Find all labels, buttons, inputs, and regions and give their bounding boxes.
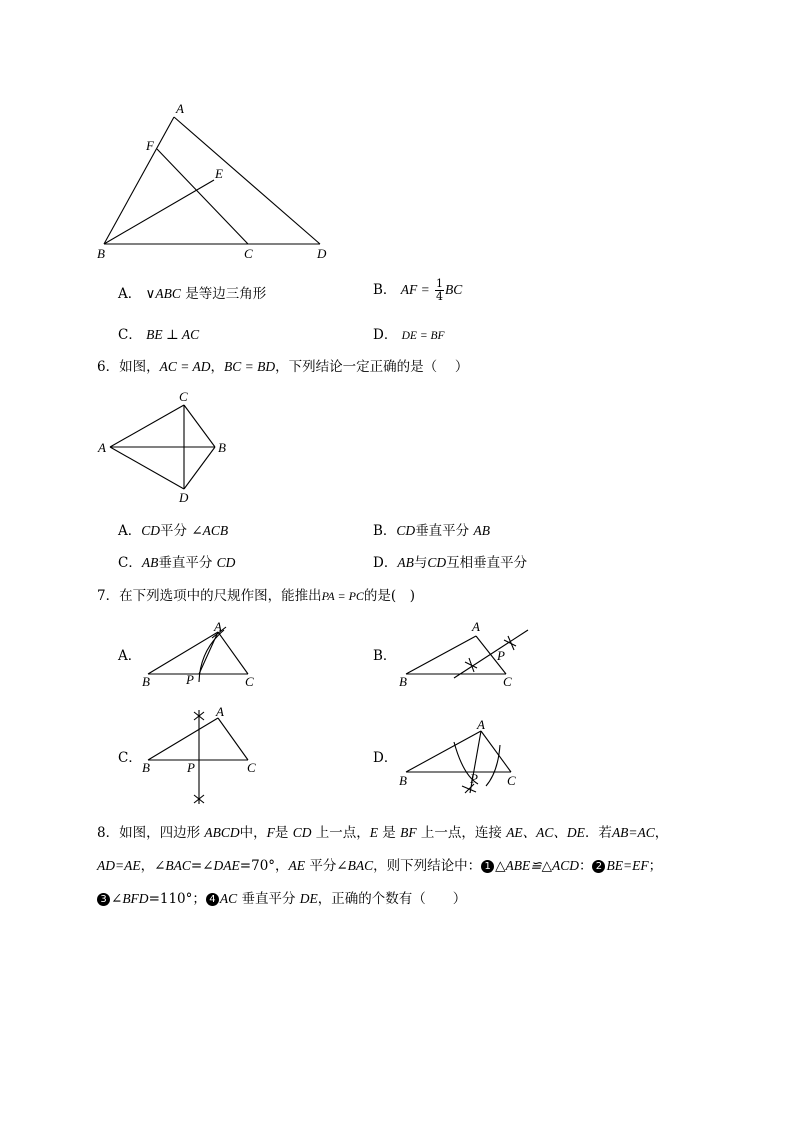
label-d: D — [317, 246, 327, 261]
svg-text:P: P — [187, 760, 195, 775]
arc-mark-2 — [486, 745, 500, 786]
svg-text:C: C — [507, 773, 516, 788]
fraction-denominator: 4 — [436, 290, 443, 303]
label-f: F — [146, 138, 154, 153]
option-letter: C． — [118, 327, 142, 343]
circled-number-4: 4 — [206, 893, 219, 906]
q8-line-1: 8．如图，四边形 ABCD中，F是 CD 上一点，E 是 BF 上一点，连接 AE、AC、DE．若AB=AC， — [97, 825, 669, 841]
svg-text:P: P — [186, 672, 194, 687]
q8-line-2: AD=AE，∠BAC=∠DAE=70°，AE 平分∠BAC，则下列结论中： 1 △ABE≌△ACD： 2 BE=EF； — [97, 858, 663, 874]
svg-text:C: C — [247, 760, 256, 775]
option-math: BE ⊥ AC — [146, 327, 200, 342]
svg-text:P: P — [470, 771, 478, 786]
q6-stem: 6．如图，AC = AD，BC = BD，下列结论一定正确的是（ ） — [97, 359, 469, 375]
option-letter: D． — [373, 327, 398, 343]
svg-text:B: B — [142, 674, 150, 689]
option-math: AF = — [400, 282, 430, 297]
option-math: DE = BF — [401, 330, 445, 342]
q6-option-d[interactable]: D．AB与CD互相垂直平分 — [373, 555, 528, 571]
option-letter: A． — [118, 286, 142, 302]
svg-text:A: A — [216, 704, 224, 719]
option-math-rhs: BC — [445, 282, 463, 297]
q7-stem: 7．在下列选项中的尺规作图，能推出PA = PC的是( ) — [97, 588, 415, 604]
question-number: 7． — [97, 588, 120, 604]
svg-text:A: A — [477, 717, 485, 732]
q7-option-d-label[interactable]: D． — [373, 750, 398, 766]
q7-option-c-label[interactable]: C． — [118, 750, 142, 766]
svg-text:A: A — [472, 619, 480, 634]
option-letter: B． — [373, 282, 397, 298]
svg-text:B: B — [399, 773, 407, 788]
svg-text:P: P — [497, 648, 505, 663]
svg-text:B: B — [142, 760, 150, 775]
circled-number-1: 1 — [481, 860, 494, 873]
svg-text:C: C — [503, 674, 512, 689]
q6-option-b[interactable]: B．CD垂直平分 AB — [373, 523, 490, 539]
question-number: 8． — [97, 825, 120, 841]
q7-option-a-label[interactable]: A． — [118, 648, 142, 664]
label-a: A — [176, 101, 184, 116]
label-e: E — [215, 166, 223, 181]
svg-text:B: B — [399, 674, 407, 689]
label-a: A — [98, 440, 106, 455]
label-c: C — [244, 246, 253, 261]
label-b: B — [218, 440, 226, 455]
circled-number-2: 2 — [592, 860, 605, 873]
q8-line-3: 3 ∠BFD=110°； 4 AC 垂直平分 DE，正确的个数有（ ） — [97, 890, 466, 908]
label-d: D — [179, 490, 189, 505]
q6-option-c[interactable]: C．AB垂直平分 CD — [118, 555, 236, 571]
question-number: 6． — [97, 359, 120, 375]
q6-option-a[interactable]: A．CD平分 ∠ACB — [118, 523, 229, 539]
option-math: ∨ABC — [145, 286, 181, 301]
q7-option-b-label[interactable]: B． — [373, 648, 397, 664]
label-b: B — [97, 246, 105, 261]
fraction-numerator: 1 — [436, 277, 443, 290]
label-c: C — [179, 389, 188, 404]
option-text: 是等边三角形 — [185, 286, 267, 302]
circled-number-3: 3 — [97, 893, 110, 906]
svg-text:C: C — [245, 674, 254, 689]
svg-text:A: A — [214, 619, 222, 634]
